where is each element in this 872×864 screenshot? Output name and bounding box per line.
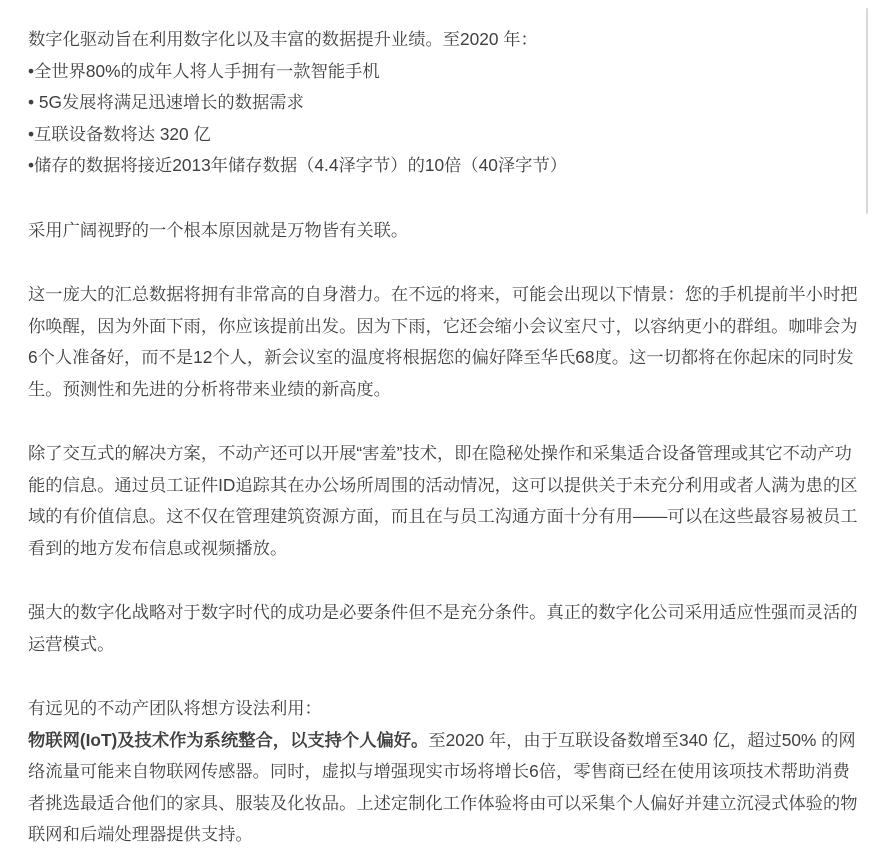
paragraph-scenario: 这一庞大的汇总数据将拥有非常高的自身潜力。在不远的将来，可能会出现以下情景：您的手机提前半小时把你唤醒，因为外面下雨，你应该提前出发。因为下雨，它还会缩小会议室尺寸，以容纳更小的群组。咖啡会为6个人准备好，而不是12个人，新会议室的温度将根据您的偏好降至华氏68度。这一切都将在你起床的同时发生。预测性和先进的分析将带来业绩的新高度。	[28, 284, 858, 399]
paragraph-shy-tech: 除了交互式的解决方案，不动产还可以开展“害羞”技术，即在隐秘处操作和采集适合设备管理或其它不动产功能的信息。通过员工证件ID追踪其在办公场所周围的活动情况，这可以提供关于未充分利用或者人满为患的区域的有价值信息。这不仅在管理建筑资源方面，而且在与员工沟通方面十分有用——可以在这些最容易被员工看到的地方发布信息或视频播放。	[28, 443, 858, 558]
bullet-item-smartphones: •全世界80%的成年人将人手拥有一款智能手机	[28, 60, 380, 81]
paragraph-worldview: 采用广阔视野的一个根本原因就是万物皆有关联。	[28, 219, 409, 240]
scrollbar-thumb[interactable]	[866, 8, 868, 214]
bullet-item-stored-data: •储存的数据将接近2013年储存数据（4.4泽字节）的10倍（40泽字节）	[28, 155, 567, 175]
intro-lead-line: 数字化驱动旨在利用数字化以及丰富的数据提升业绩。至2020 年：	[28, 29, 538, 49]
paragraph-iot	[28, 725, 860, 851]
iot-body-text: 至2020 年，由于互联设备数增至340 亿，超过50% 的网络流量可能来自物联网传感器。同时，虚拟与增强现实市场将增长6倍，零售商已经在使用该项技术帮助消费者挑选最适合他们的家具、服装及化妆品。上述定制化工作体验将由可以采集个人偏好并建立沉浸式体验的物联网和后端处理器提供支持。	[28, 729, 858, 844]
paragraph-strategy: 强大的数字化战略对于数字时代的成功是必要条件但不是充分条件。真正的数字化公司采用适应性强而灵活的运营模式。	[28, 602, 858, 654]
iot-bold-lead: 物联网(IoT)及技术作为系统整合，以支持个人偏好。	[28, 729, 429, 750]
bullet-item-connected-devices: •互联设备数将达 320 亿	[28, 123, 211, 144]
bullet-item-5g: • 5G发展将满足迅速增长的数据需求	[28, 92, 304, 112]
paragraph-forward-teams: 有远见的不动产团队将想方设法利用：	[28, 698, 322, 718]
